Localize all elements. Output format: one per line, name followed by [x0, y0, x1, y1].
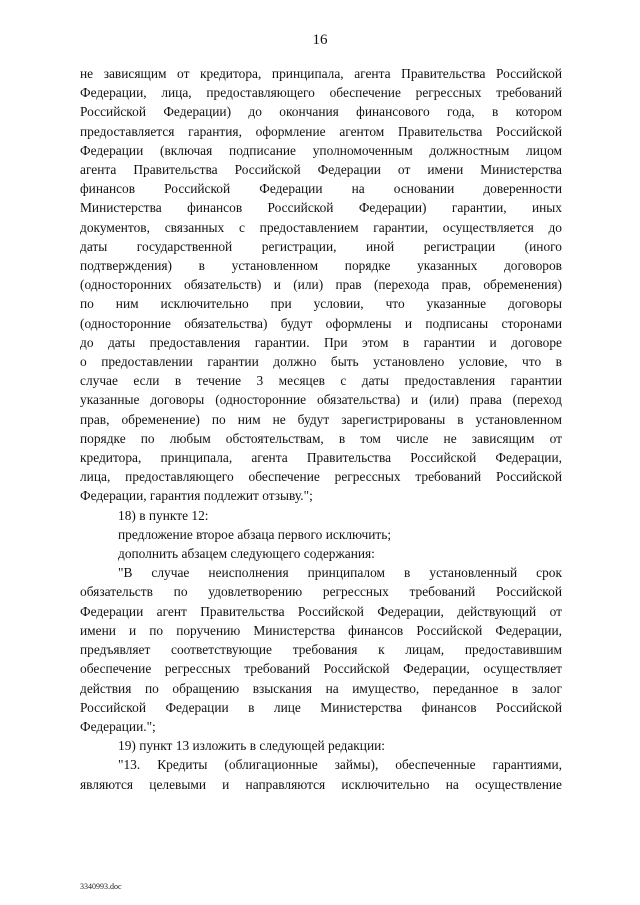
text-line: (односторонние обязательства) будут оформлены и подписаны сторонами [80, 315, 562, 331]
text-line: порядке по любым обстоятельствам, в том числе не зависящим от [80, 430, 562, 446]
text-line: предъявляет соответствующие требования к лицам, предоставившим [80, 642, 562, 658]
text-line: даты государственной регистрации, иной регистрации (иного [80, 238, 562, 254]
text-line: обеспечение регрессных требований Российской Федерации, осуществляет [80, 661, 562, 677]
text-line: Российской Федерации) до окончания финансового года, в котором [80, 104, 562, 120]
text-line: указанные договоры (односторонние обязательства) и (или) права (переход [80, 392, 562, 408]
text-line: действия по обращению взыскания на имущество, переданное в залог [80, 680, 562, 696]
text-line: случае если в течение 3 месяцев с даты предоставления гарантии [80, 373, 562, 389]
page-number: 16 [312, 32, 328, 48]
text-line: Федерации."; [80, 718, 156, 734]
text-line: агента Правительства Российской Федерации от имени Министерства [80, 162, 562, 178]
text-line: Федерации, гарантия подлежит отзыву."; [80, 488, 313, 504]
document-body [80, 64, 562, 794]
text-line: кредитора, принципала, агента Правительства Российской Федерации, [80, 450, 562, 466]
text-line: лица, предоставляющего обеспечение регрессных требований Российской [80, 469, 562, 485]
text-line: до даты предоставления гарантии. При этом в гарантии и договоре [80, 334, 562, 350]
text-line: дополнить абзацем следующего содержания: [118, 546, 375, 562]
text-line: Федерации, лица, предоставляющего обеспечение регрессных требований [80, 85, 562, 101]
text-line: "13. Кредиты (облигационные займы), обеспеченные гарантиями, [118, 757, 562, 773]
text-line: Федерации агент Правительства Российской Федерации, действующий от [80, 603, 562, 619]
text-line: Российской Федерации в лице Министерства финансов Российской [80, 699, 562, 715]
text-line: финансов Российской Федерации на основании доверенности [80, 181, 562, 197]
footer-document-id: 3340993.doc [80, 882, 122, 891]
text-line: обязательств по удовлетворению регрессных требований Российской [80, 584, 562, 600]
text-line: по ним исключительно при условии, что указанные договоры [80, 296, 562, 312]
text-line: 19) пункт 13 изложить в следующей редакции: [118, 738, 386, 754]
text-line: 18) в пункте 12: [118, 507, 209, 523]
text-line: о предоставлении гарантии должно быть установлено условие, что в [80, 354, 562, 370]
text-line: Министерства финансов Российской Федерации) гарантии, иных [80, 200, 562, 216]
text-line: являются целевыми и направляются исключительно на осуществление [80, 776, 562, 792]
text-line: "В случае неисполнения принципалом в установленный срок [118, 565, 562, 581]
text-line: подтверждения) в установленном порядке указанных договоров [80, 258, 562, 274]
text-line: (односторонних обязательств) и (или) прав (перехода прав, обременения) [80, 277, 562, 293]
text-line: предложение второе абзаца первого исключить; [118, 526, 392, 542]
text-line: предоставляется гарантия, оформление агентом Правительства Российской [80, 123, 562, 139]
text-line: имени и по поручению Министерства финансов Российской Федерации, [80, 622, 562, 638]
text-line: прав, обременение) по ним не будут зарегистрированы в установленном [80, 411, 562, 427]
text-line: документов, связанных с предоставлением гарантии, осуществляется до [80, 219, 562, 235]
text-line: не зависящим от кредитора, принципала, агента Правительства Российской [80, 66, 562, 81]
text-line: Федерации (включая подписание уполномоченным должностным лицом [80, 142, 562, 158]
